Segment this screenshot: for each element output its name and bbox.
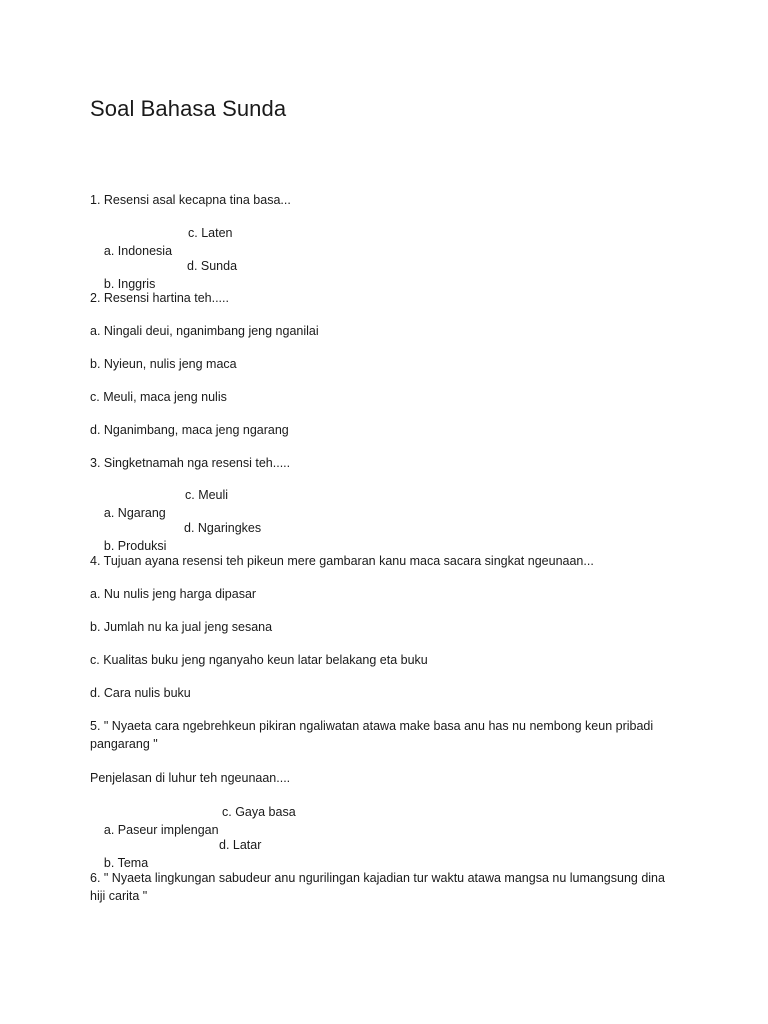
document-title: Soal Bahasa Sunda bbox=[90, 96, 287, 121]
question-4-option-d: d. Cara nulis buku bbox=[90, 686, 191, 700]
question-3-option-b: b. Produksi bbox=[103, 539, 167, 553]
question-2-option-a: a. Ningali deui, nganimbang jeng nganilai bbox=[90, 324, 319, 338]
question-4-option-c: c. Kualitas buku jeng nganyaho keun latar belakang eta buku bbox=[90, 653, 428, 667]
question-5-prompt: Penjelasan di luhur teh ngeunaan.... bbox=[90, 771, 291, 785]
question-1: 1. Resensi asal kecapna tina basa... bbox=[90, 193, 291, 207]
question-5-option-b: b. Tema bbox=[103, 856, 149, 870]
question-5-option-c: c. Gaya basa bbox=[222, 805, 296, 819]
question-3: 3. Singketnamah nga resensi teh..... bbox=[90, 456, 291, 470]
question-4-option-b: b. Jumlah nu ka jual jeng sesana bbox=[90, 620, 273, 634]
question-5: 5. " Nyaeta cara ngebrehkeun pikiran ngaliwatan atawa make basa anu has nu nembong keun pribadi pangarang " bbox=[90, 719, 654, 751]
question-1-option-c: c. Laten bbox=[188, 226, 233, 240]
question-2-option-b: b. Nyieun, nulis jeng maca bbox=[90, 357, 237, 371]
question-5-option-a: a. Paseur implengan bbox=[103, 823, 219, 837]
question-5-option-d: d. Latar bbox=[219, 838, 262, 852]
question-3-option-a: a. Ngarang bbox=[103, 506, 166, 520]
question-1-option-b: b. Inggris bbox=[103, 277, 156, 291]
question-3-option-c: c. Meuli bbox=[185, 488, 229, 502]
question-2-option-d: d. Nganimbang, maca jeng ngarang bbox=[90, 423, 289, 437]
question-1-option-a: a. Indonesia bbox=[103, 244, 173, 258]
question-4-option-a: a. Nu nulis jeng harga dipasar bbox=[90, 587, 257, 601]
question-4: 4. Tujuan ayana resensi teh pikeun mere gambaran kanu maca sacara singkat ngeunaan... bbox=[90, 554, 594, 568]
question-3-option-d: d. Ngaringkes bbox=[184, 521, 262, 535]
question-6: 6. " Nyaeta lingkungan sabudeur anu ngurilingan kajadian tur waktu atawa mangsa nu lumangsung dina hiji carita " bbox=[90, 871, 665, 903]
question-2: 2. Resensi hartina teh..... bbox=[90, 291, 229, 305]
question-1-option-d: d. Sunda bbox=[187, 259, 238, 273]
question-2-option-c: c. Meuli, maca jeng nulis bbox=[90, 390, 227, 404]
